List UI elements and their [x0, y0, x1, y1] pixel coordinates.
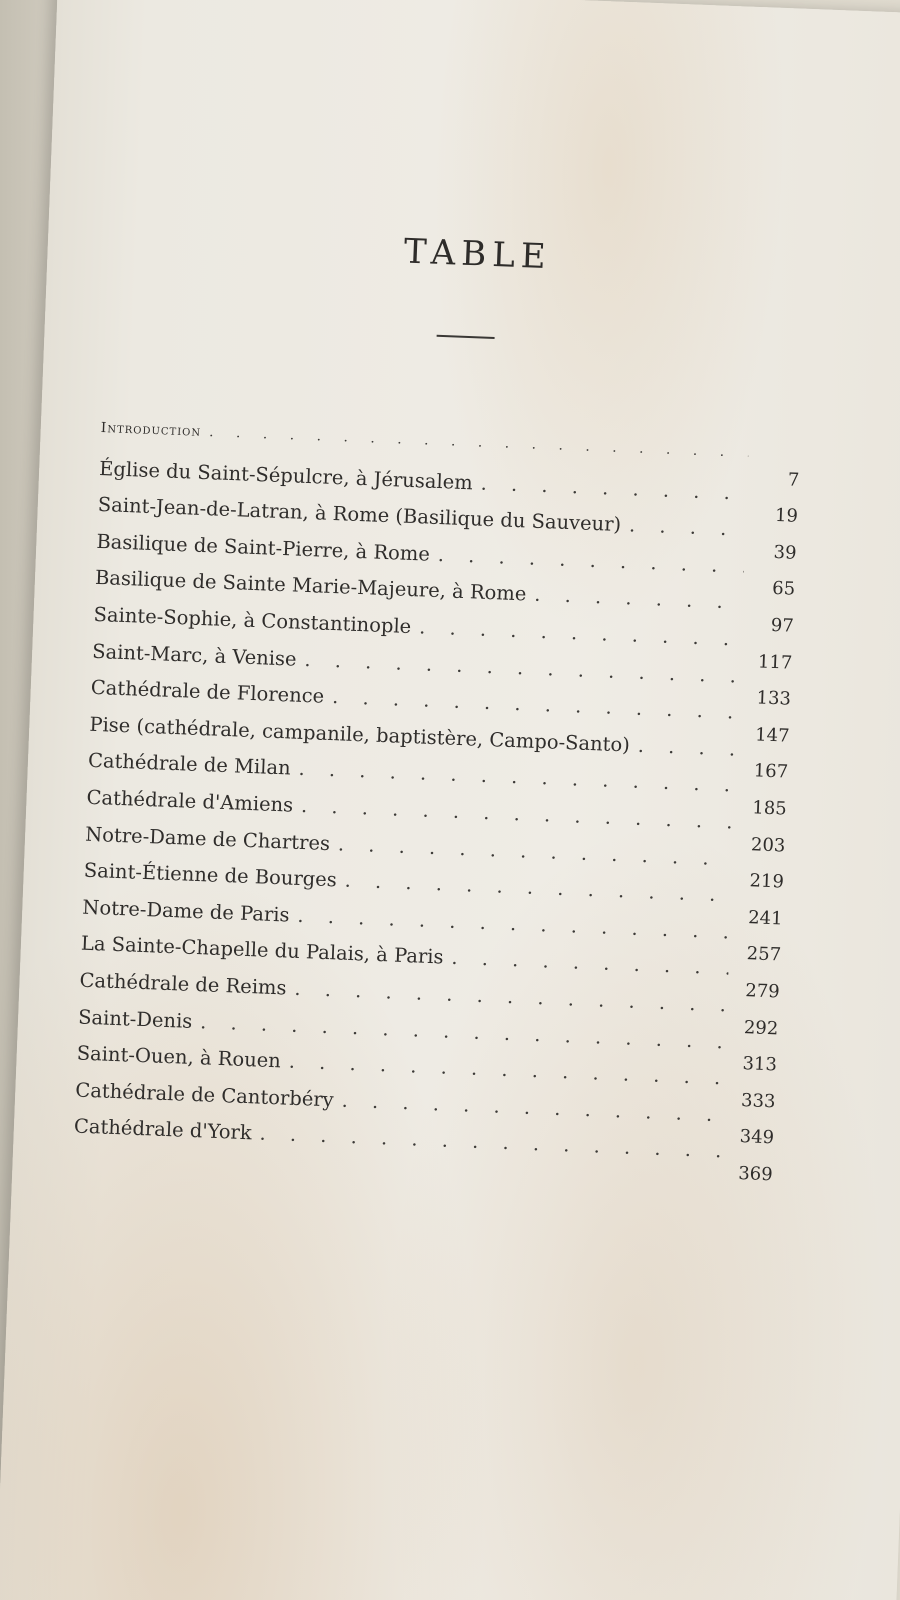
toc-entry-page: 241	[747, 906, 783, 930]
toc-entry-page: 19	[774, 505, 799, 527]
toc-entry-label: Cathédrale de Milan	[87, 749, 292, 780]
toc-entry-label: Cathédrale de Cantorbéry	[74, 1078, 335, 1112]
toc-entry-label: Sainte-Sophie, à Constantinople	[93, 602, 412, 638]
toc-entry-page: 203	[750, 833, 786, 857]
toc-entry-page: 39	[773, 541, 797, 564]
toc-entry-page: 349	[739, 1126, 775, 1149]
toc-entry-page: 279	[744, 980, 781, 1003]
toc-entry-page: 133	[756, 687, 792, 710]
toc-entry-page: 97	[770, 614, 795, 637]
toc-entry-label: Saint-Denis	[77, 1005, 193, 1033]
toc-entry-label: Cathédrale de Reims	[79, 968, 287, 1000]
dot-leader	[629, 514, 746, 541]
toc-entry-page: 257	[746, 943, 782, 966]
toc-entry-label: Saint-Marc, à Venise	[91, 639, 298, 671]
toc-entry-label: Cathédrale de Florence	[90, 675, 325, 708]
toc-entry-label: Introduction	[100, 419, 202, 440]
title-rule	[437, 335, 495, 339]
toc-entry-page: 147	[754, 724, 790, 747]
toc-entry-page: 185	[751, 797, 788, 820]
toc-entry-label: La Sainte-Chapelle du Palais, à Paris	[80, 931, 444, 969]
dot-leader	[209, 424, 749, 461]
toc-entry-label: Basilique de Saint-Pierre, à Rome	[96, 529, 431, 566]
toc-entry-label: Notre-Dame de Paris	[81, 895, 290, 927]
toc-entry-page: 369	[737, 1162, 774, 1186]
toc-entry-page: 65	[771, 578, 796, 601]
toc-entry-label: Saint-Étienne de Bourges	[83, 858, 338, 892]
toc-entry-label: Saint-Ouen, à Rouen	[76, 1041, 282, 1073]
page-title: TABLE	[403, 231, 553, 278]
toc-entry-label: Église du Saint-Sépulcre, à Jérusalem	[98, 456, 474, 494]
toc-entry-label: Cathédrale d'York	[73, 1114, 253, 1145]
toc-entry-page	[756, 457, 800, 459]
toc-entry-label: Basilique de Sainte Marie-Majeure, à Rome	[94, 566, 527, 606]
toc-entry-page: 313	[742, 1053, 778, 1076]
toc-entry-label: Saint-Jean-de-Latran, à Rome (Basilique du Sauveur)	[97, 493, 622, 537]
toc-entry-page: 292	[743, 1016, 779, 1039]
toc-entry-page: 117	[757, 650, 793, 674]
toc-entry-page: 167	[753, 760, 789, 783]
toc-list	[72, 420, 801, 1215]
toc-entry-label: Pise (cathédrale, campanile, baptistère, Campo-Santo)	[89, 712, 631, 757]
toc-entry-page: 219	[749, 870, 785, 893]
toc-entry-label: Cathédrale d'Amiens	[86, 785, 294, 817]
dot-leader	[637, 734, 737, 761]
toc-entry-page: 7	[787, 468, 800, 491]
toc-entry-page: 333	[740, 1089, 776, 1113]
toc-entry-label: Notre-Dame de Chartres	[84, 822, 331, 855]
